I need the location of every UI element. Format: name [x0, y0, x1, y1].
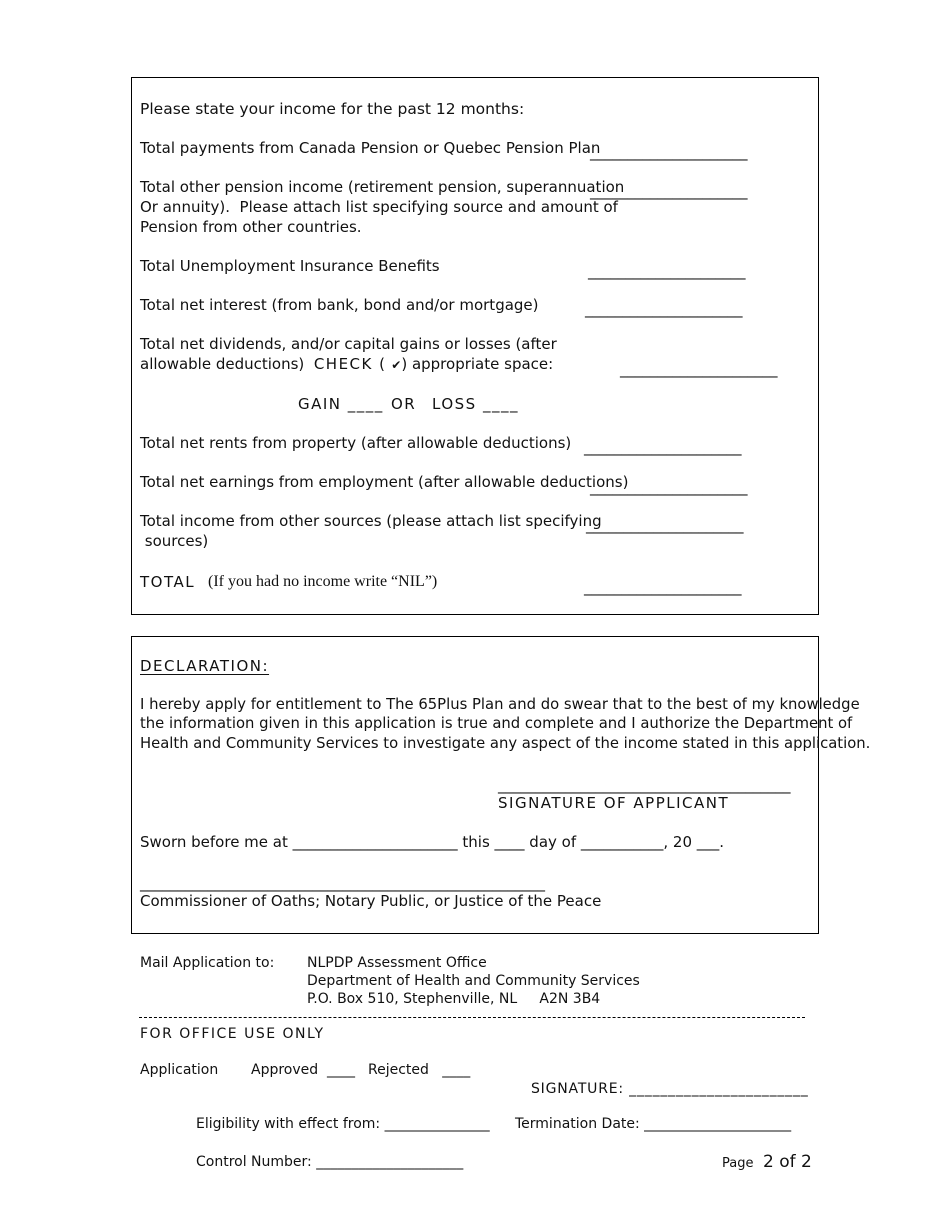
rejected-field[interactable]: Rejected ____	[368, 1062, 471, 1078]
other-sources-label-2: sources)	[140, 532, 209, 550]
income-heading: Please state your income for the past 12 months:	[140, 100, 525, 118]
check-label: CHECK (	[313, 355, 387, 373]
cpp-label: Total payments from Canada Pension or Quebec Pension Plan	[140, 139, 601, 157]
rents-label: Total net rents from property (after allowable deductions)	[140, 434, 572, 452]
mail-label: Mail Application to:	[140, 955, 275, 971]
declaration-line-1: I hereby apply for entitlement to The 65Plus Plan and do swear that to the best of my knowledge	[140, 696, 860, 713]
interest-label: Total net interest (from bank, bond and/or mortgage)	[140, 296, 539, 314]
gain-option[interactable]: GAIN ____	[298, 395, 384, 413]
dividends-field[interactable]: _____________________	[620, 360, 778, 378]
termination-date-field[interactable]: Termination Date: _____________________	[515, 1116, 792, 1132]
uib-label: Total Unemployment Insurance Benefits	[140, 257, 440, 275]
cut-line-divider	[139, 1017, 805, 1018]
office-use-title: FOR OFFICE USE ONLY	[140, 1026, 325, 1042]
office-signature-field[interactable]: SIGNATURE: _______________________	[531, 1081, 809, 1097]
applicant-signature-field[interactable]: _______________________________________	[498, 776, 791, 794]
total-label: TOTAL	[140, 573, 196, 591]
other-sources-label-1: Total income from other sources (please attach list specifying	[140, 512, 602, 530]
dividends-label-2: allowable deductions) CHECK ( ✔) appropriate space:	[140, 355, 554, 373]
loss-option[interactable]: LOSS ____	[432, 395, 519, 413]
mail-address-line-3: P.O. Box 510, Stephenville, NL A2N 3B4	[307, 991, 601, 1007]
interest-field[interactable]: _____________________	[585, 300, 743, 318]
declaration-line-2: the information given in this application is true and complete and I authorize the Department of	[140, 715, 853, 732]
approved-field[interactable]: Approved ____	[251, 1062, 356, 1078]
declaration-title: DECLARATION:	[140, 657, 270, 675]
check-icon: ✔	[391, 358, 402, 372]
application-label: Application	[140, 1062, 219, 1078]
total-field[interactable]: _____________________	[584, 578, 742, 596]
dividends-label-1: Total net dividends, and/or capital gains or losses (after	[140, 335, 557, 353]
other-sources-field[interactable]: _____________________	[586, 516, 744, 534]
other-pension-field[interactable]: _____________________	[590, 182, 748, 200]
commissioner-label: Commissioner of Oaths; Notary Public, or Justice of the Peace	[140, 892, 602, 910]
total-note: (If you had no income write “NIL”)	[208, 573, 438, 590]
cpp-field[interactable]: _____________________	[590, 143, 748, 161]
uib-field[interactable]: _____________________	[588, 262, 746, 280]
other-pension-label-3: Pension from other countries.	[140, 218, 362, 236]
earnings-label: Total net earnings from employment (after allowable deductions)	[140, 473, 629, 491]
mail-address-line-1: NLPDP Assessment Office	[307, 955, 487, 971]
other-pension-label-1: Total other pension income (retirement pension, superannuation	[140, 178, 625, 196]
applicant-signature-label: SIGNATURE OF APPLICANT	[498, 794, 730, 812]
page-number	[722, 1152, 812, 1172]
earnings-field[interactable]: _____________________	[590, 478, 748, 496]
other-pension-label-2: Or annuity). Please attach list specifying source and amount of	[140, 198, 618, 216]
mail-address-line-2: Department of Health and Community Services	[307, 973, 640, 989]
page-label: Page	[722, 1156, 754, 1171]
control-number-field[interactable]: Control Number: _____________________	[196, 1154, 464, 1170]
rents-field[interactable]: _____________________	[584, 438, 742, 456]
sworn-line[interactable]: Sworn before me at ______________________ this ____ day of ___________, 20 ___.	[140, 833, 725, 851]
eligibility-field[interactable]: Eligibility with effect from: _______________	[196, 1116, 490, 1132]
commissioner-field[interactable]: ______________________________________________________	[140, 874, 545, 892]
or-label: OR	[391, 395, 417, 413]
declaration-line-3: Health and Community Services to investigate any aspect of the income stated in this application.	[140, 735, 871, 752]
page-count: 2 of 2	[763, 1152, 812, 1172]
